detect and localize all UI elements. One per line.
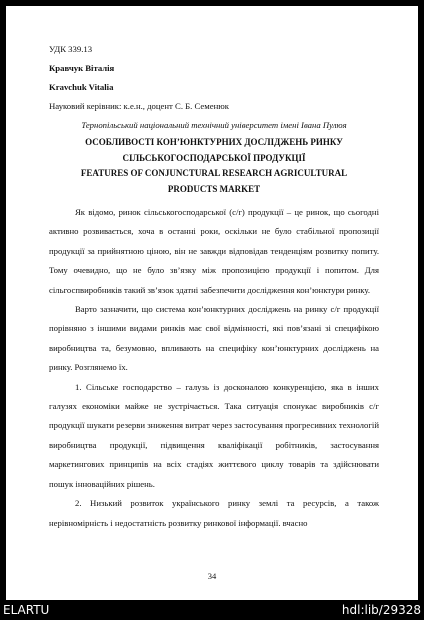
page-content: [49, 43, 379, 533]
page-number: 34: [207, 571, 217, 581]
scientific-advisor: Науковий керівник: к.е.н., доцент С. Б. Семенюк: [49, 101, 229, 111]
author-name-en: Kravchuk Vitalia: [49, 82, 114, 92]
title-en-line-2: PRODUCTS MARKET: [167, 183, 261, 194]
paragraph-1: Як відомо, ринок сільськогосподарської (с/г) продукції – це ринок, що сьогодні активно розвивається, хоча в останні роки, оскільки не було стабільної пропозиції продукції за прийнятною ціною, він не завжди відповідав тенденціям розвитку попиту. Тому очевидно, що не було зв’язку між пропозицією продукції і попитом. Для сільгоспвиробників такий зв’язок здатні забезпечити дослідження кон’юнктури ринку.: [49, 207, 379, 295]
university-name: Тернопільський національний технічний університет імені Івана Пулюя: [81, 120, 347, 130]
title-ua-line-2: СІЛЬСЬКОГОСПОДАРСЬКОЇ ПРОДУКЦІЇ: [122, 152, 306, 163]
handle-identifier: hdl:lib/29328: [341, 603, 421, 617]
article-title-en: [49, 166, 379, 197]
document-page: [6, 6, 418, 600]
article-title-ua: [49, 135, 379, 166]
paragraph-4: 2. Низький розвиток українського ринку землі та ресурсів, а також нерівномірність і недостатність розвитку ринкової інформації. вчасно: [49, 498, 379, 528]
title-ua-line-1: ОСОБЛИВОСТІ КОН’ЮНКТУРНИХ ДОСЛІДЖЕНЬ РИНКУ: [85, 137, 343, 147]
udc-code: УДК 339.13: [49, 44, 93, 54]
paragraph-3: 1. Сільське господарство – галузь із досконалою конкуренцією, яка в інших галузях економіки майже не зустрічається. Така ситуація спонукає виробників с/г продукції шукати резерви зниження витрат через застосування прогресивних технологій виробництва продукції, підвищення кваліфікації робітників, застосування маркетингових принципів на всіх стадіях життєвого циклу товарів та здійснювати пошук інноваційних рішень.: [49, 381, 379, 489]
author-name-ua: Кравчук Віталія: [49, 63, 115, 73]
paragraph-2: Варто зазначити, що система кон’юнктурних досліджень на ринку с/г продукції порівняно з іншими видами ринків має свої відмінності, які пов’язані зі специфікою виробництва та, безумовно, впливають на специфіку кон’юнктурних досліджень на ринку. Розглянемо їх.: [49, 304, 379, 373]
title-en-line-1: FEATURES OF CONJUNCTURAL RESEARCH AGRICULTURAL: [80, 168, 348, 178]
viewer-footer: [0, 600, 424, 620]
repository-label: ELARTU: [3, 603, 50, 617]
